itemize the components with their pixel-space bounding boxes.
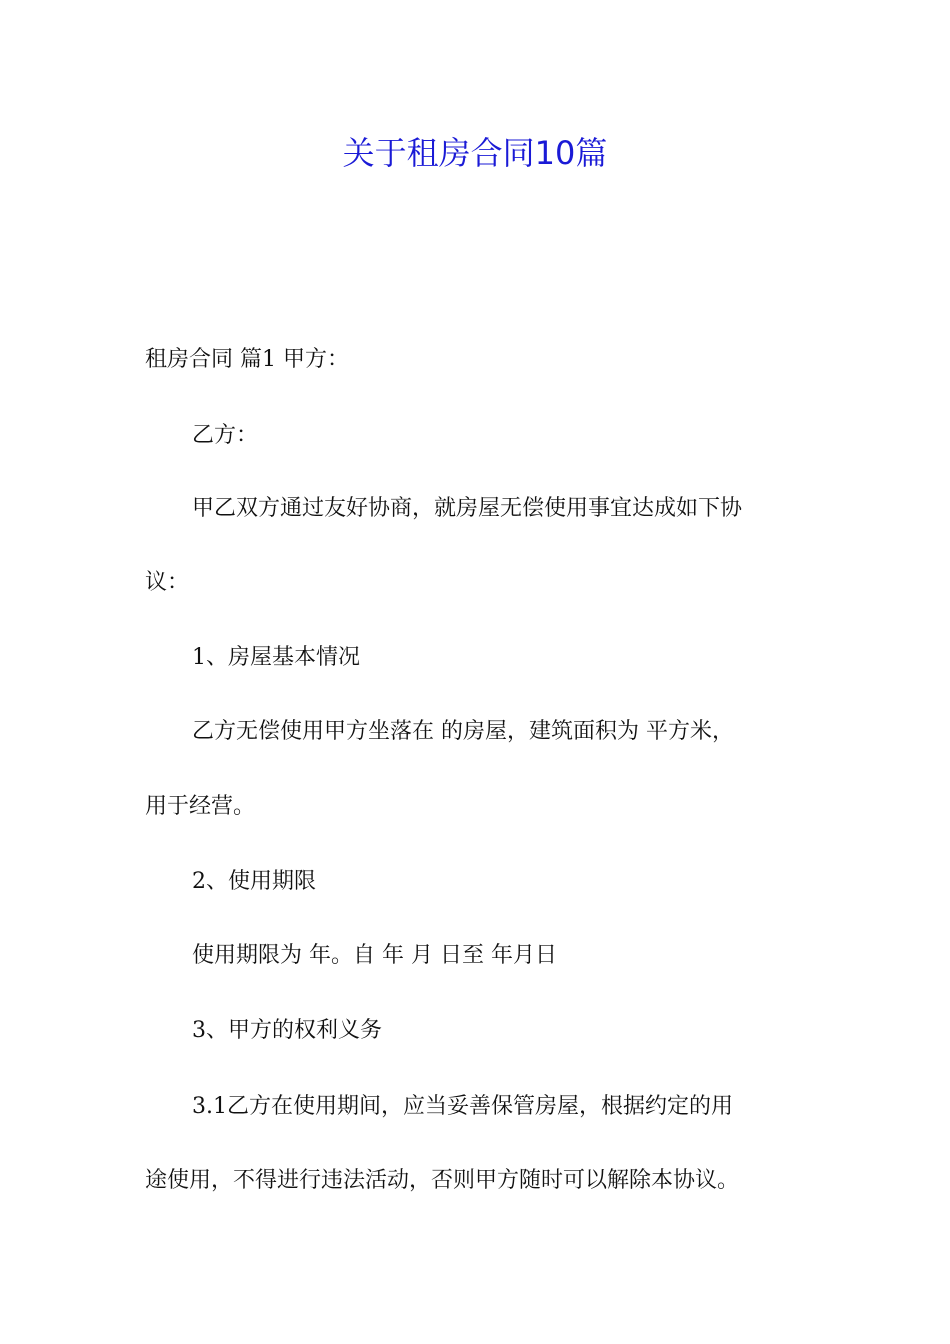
section-3-1-paragraph-line-2: 途使用，不得进行违法活动，否则甲方随时可以解除本协议。 — [145, 1168, 740, 1193]
section-2-heading: 2、使用期限 — [192, 869, 316, 894]
document-title: 关于租房合同10篇 — [342, 134, 608, 172]
intro-paragraph-line-2: 议： — [145, 570, 190, 595]
section-1-heading: 1、房屋基本情况 — [192, 645, 360, 670]
contract-heading-line: 租房合同 篇1 甲方： — [145, 347, 349, 372]
party-b-line: 乙方： — [192, 423, 259, 448]
section-3-1-paragraph-line-1: 3.1乙方在使用期间，应当妥善保管房屋，根据约定的用 — [192, 1094, 733, 1119]
section-1-paragraph-line-1: 乙方无偿使用甲方坐落在 的房屋，建筑面积为 平方米， — [192, 719, 734, 744]
section-2-paragraph: 使用期限为 年。自 年 月 日至 年月日 — [192, 943, 557, 968]
section-3-heading: 3、甲方的权利义务 — [192, 1018, 382, 1043]
intro-paragraph-line-1: 甲乙双方通过友好协商，就房屋无偿使用事宜达成如下协 — [192, 496, 743, 521]
section-1-paragraph-line-2: 用于经营。 — [145, 794, 256, 819]
